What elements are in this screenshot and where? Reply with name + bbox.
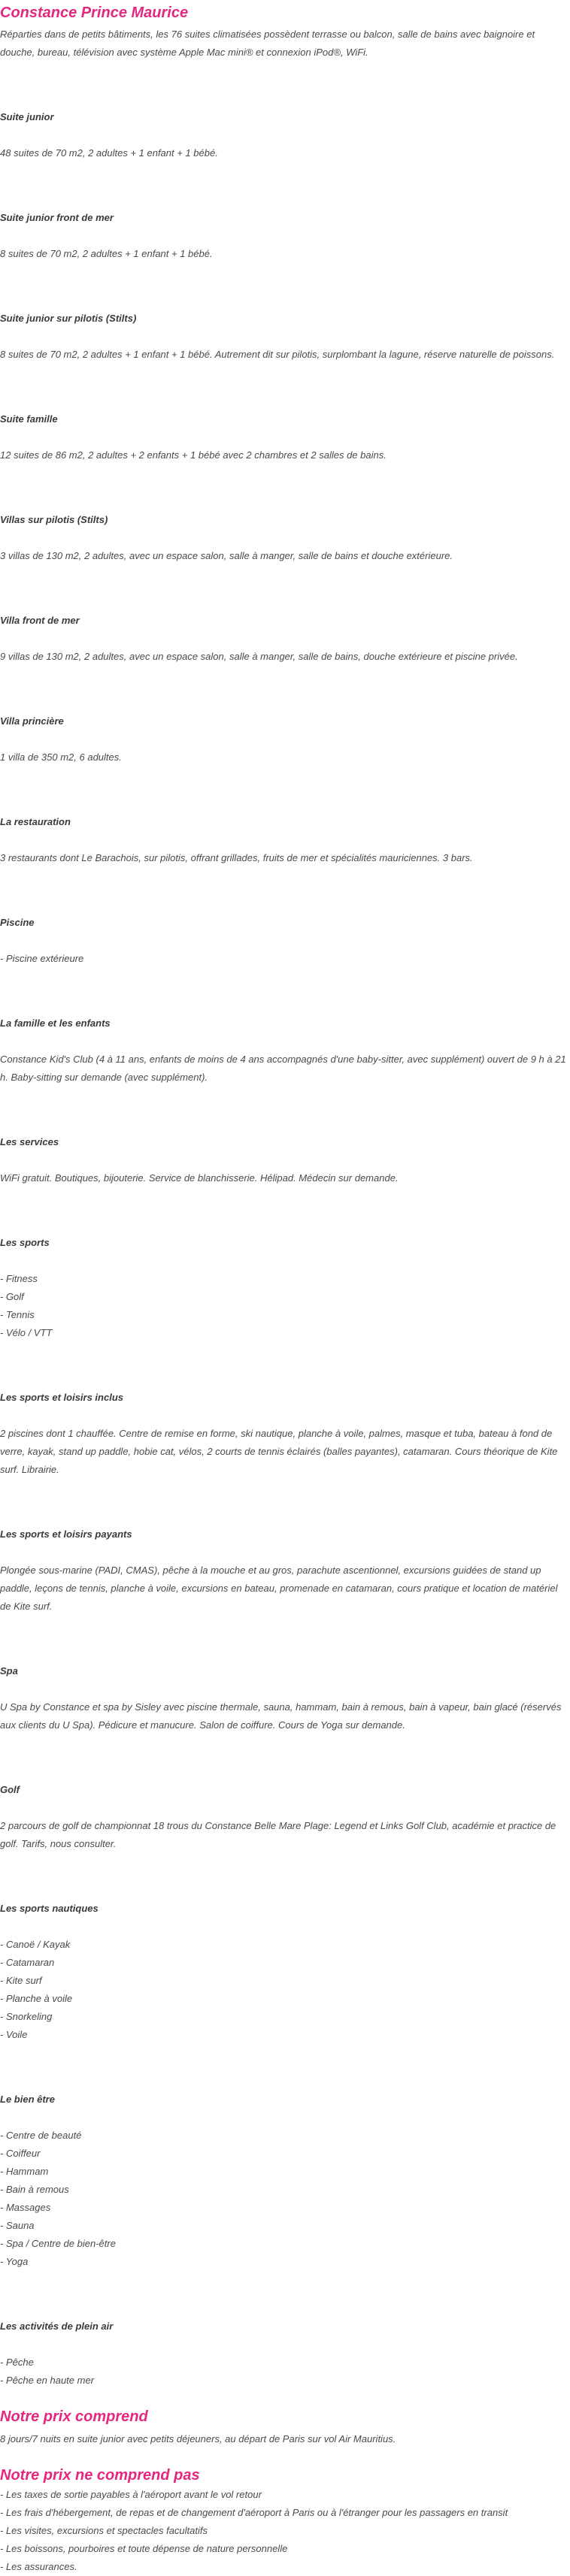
price-includes-text: 8 jours/7 nuits en suite junior avec petits déjeuners, au départ de Paris sur vol Air Mauritius. [0,2433,396,2444]
section-list [0,1252,570,1342]
list-item: - Snorkeling [0,2011,53,2022]
section-list [0,932,570,968]
section-text: 1 villa de 350 m2, 6 adultes. [0,751,122,763]
list-item: - Piscine extérieure [0,953,84,964]
section-title: Les sports nautiques [0,1903,99,1914]
sections [0,62,570,2390]
intro-text: Réparties dans de petits bâtiments, les 76 suites climatisées possèdent terrasse ou balcon, salle de bains avec baignoire et douche, bureau, télévision avec système Apple Mac mini® et connexion iPod®, WiFi. [0,29,535,58]
section-title: Les sports [0,1237,50,1248]
section-text: 8 suites de 70 m2, 2 adultes + 1 enfant + 1 bébé. Autrement dit sur pilotis, surplombant la lagune, réserve naturelle de poissons. [0,349,555,360]
page-title: Constance Prince Maurice [0,5,189,21]
list-item: - Sauna [0,2220,35,2231]
section-text: 2 piscines dont 1 chauffée. Centre de remise en forme, ski nautique, planche à voile, palmes, masque et tuba, bateau à fond de verre, kayak, stand up paddle, hobie cat, vélos, 2 courts de tennis éclairés (balles payantes), catamaran. Cours théorique de Kite surf. Librairie. [0,1428,558,1475]
section-title: Villa front de mer [0,615,80,626]
section-list [0,2336,570,2390]
list-item: - Pêche [0,2357,34,2368]
section-title: La restauration [0,816,71,827]
section-text: 2 parcours de golf de championnat 18 trous du Constance Belle Mare Plage: Legend et Links Golf Club, académie et practice de golf. Tarifs, nous consulter. [0,1820,556,1849]
section-title: Golf [0,1784,20,1795]
price-includes-heading: Notre prix comprend [0,2408,148,2425]
section-title: Suite junior front de mer [0,212,114,223]
section-text: 9 villas de 130 m2, 2 adultes, avec un espace salon, salle à manger, salle de bains, douche extérieure et piscine privée. [0,651,518,662]
section-text: 3 villas de 130 m2, 2 adultes, avec un espace salon, salle à manger, salle de bains et douche extérieure. [0,550,453,561]
section-title: Suite famille [0,413,58,425]
section-list [0,1918,570,2044]
list-item: - Les assurances. [0,2561,77,2572]
section-text: 8 suites de 70 m2, 2 adultes + 1 enfant + 1 bébé. [0,248,213,259]
section-title: Les services [0,1136,59,1147]
section-title: Suite junior sur pilotis (Stilts) [0,313,137,324]
list-item: - Pêche en haute mer [0,2375,95,2386]
section-text: WiFi gratuit. Boutiques, bijouterie. Service de blanchisserie. Hélipad. Médecin sur demande. [0,1172,399,1184]
list-item: - Les taxes de sortie payables à l'aéroport avant le vol retour [0,2489,262,2500]
section-text: 3 restaurants dont Le Barachois, sur pilotis, offrant grillades, fruits de mer et spécialités mauriciennes. 3 bars. [0,852,473,863]
list-item: - Planche à voile [0,1993,73,2004]
section-text: 48 suites de 70 m2, 2 adultes + 1 enfant + 1 bébé. [0,147,218,159]
section-title: La famille et les enfants [0,1017,111,1029]
section-title: Les activités de plein air [0,2321,114,2332]
section-title: Les sports et loisirs payants [0,1528,132,1540]
list-item: - Hammam [0,2166,49,2177]
section-title: Piscine [0,917,35,928]
section-title: Villas sur pilotis (Stilts) [0,514,108,525]
list-item: - Tennis [0,1309,35,1320]
list-item: - Centre de beauté [0,2130,82,2141]
list-item: - Massages [0,2202,51,2213]
list-item: - Golf [0,1291,24,1302]
price-excludes-heading: Notre prix ne comprend pas [0,2467,200,2484]
price-excludes-list [0,2486,570,2576]
list-item: - Catamaran [0,1957,55,1968]
list-item: - Les frais d'hébergement, de repas et de changement d'aéroport à Paris ou à l'étranger pour les passagers en transit [0,2507,508,2518]
list-item: - Coiffeur [0,2148,41,2159]
list-item: - Kite surf [0,1975,42,1986]
list-item: - Bain à remous [0,2184,69,2195]
list-item: - Spa / Centre de bien-être [0,2238,116,2249]
list-item: - Vélo / VTT [0,1327,53,1338]
list-item: - Voile [0,2029,28,2040]
section-text: U Spa by Constance et spa by Sisley avec piscine thermale, sauna, hammam, bain à remous, bain à vapeur, bain glacé (réservés aux clients du U Spa). Pédicure et manucure. Salon de coiffure. Cours de Yoga sur demande. [0,1701,562,1731]
section-title: Les sports et loisirs inclus [0,1392,123,1403]
section-title: Spa [0,1665,18,1677]
list-item: - Les visites, excursions et spectacles facultatifs [0,2525,208,2536]
list-item: - Les boissons, pourboires et toute dépense de nature personnelle [0,2543,288,2554]
section-title: Suite junior [0,111,54,122]
section-text: 12 suites de 86 m2, 2 adultes + 2 enfants + 1 bébé avec 2 chambres et 2 salles de bains. [0,449,387,461]
section-text: Constance Kid's Club (4 à 11 ans, enfants de moins de 4 ans accompagnés d'une baby-sitter, avec supplément) ouvert de 9 h à 21 h. Baby-sitting sur demande (avec supplément). [0,1054,566,1083]
list-item: - Canoë / Kayak [0,1939,71,1950]
section-text: Plongée sous-marine (PADI, CMAS), pêche à la mouche et au gros, parachute ascentionnel, excursions guidées de stand up paddle, leçons de tennis, planche à voile, excursions en bateau, promenade en catamaran, cours pratique et location de matériel de Kite surf. [0,1565,558,1612]
section-title: Villa princière [0,715,64,727]
list-item: - Fitness [0,1273,38,1284]
list-item: - Yoga [0,2256,29,2267]
section-title: Le bien être [0,2094,55,2105]
section-list [0,2109,570,2271]
